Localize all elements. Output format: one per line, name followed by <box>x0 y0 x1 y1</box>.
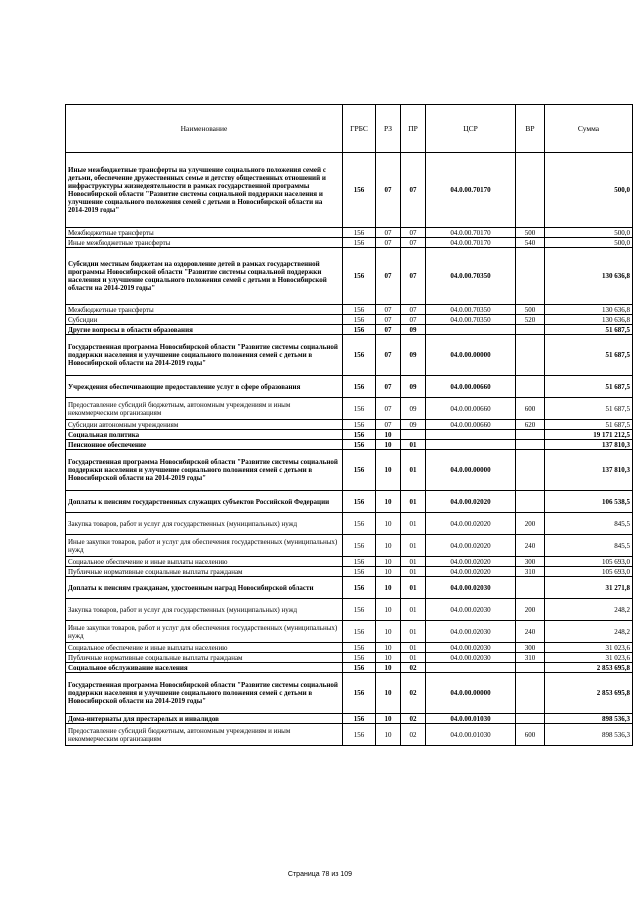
cell-vr: 540 <box>516 238 545 248</box>
cell-rz: 10 <box>376 491 401 513</box>
cell-pr: 01 <box>401 491 426 513</box>
cell-grbs: 156 <box>343 420 376 430</box>
cell-name: Субсидии <box>66 315 343 325</box>
cell-grbs: 156 <box>343 305 376 315</box>
cell-sum: 51 687,5 <box>545 398 633 420</box>
table-row <box>66 557 633 567</box>
cell-sum: 137 810,3 <box>545 440 633 450</box>
cell-vr <box>516 663 545 673</box>
cell-vr <box>516 376 545 398</box>
table-row <box>66 398 633 420</box>
cell-grbs: 156 <box>343 153 376 228</box>
cell-sum: 106 538,5 <box>545 491 633 513</box>
cell-name: Иные закупки товаров, работ и услуг для обеспечения государственных (муниципальных) нужд <box>66 535 343 557</box>
cell-csr: 04.0.00.00000 <box>426 450 516 491</box>
table-row <box>66 714 633 724</box>
cell-rz: 10 <box>376 653 401 663</box>
cell-pr: 07 <box>401 238 426 248</box>
table-body <box>66 153 633 746</box>
cell-vr <box>516 153 545 228</box>
cell-sum: 898 536,3 <box>545 724 633 746</box>
cell-vr <box>516 325 545 335</box>
cell-pr: 09 <box>401 335 426 376</box>
cell-csr: 04.0.00.70350 <box>426 315 516 325</box>
cell-pr: 01 <box>401 599 426 621</box>
cell-csr: 04.0.00.02030 <box>426 577 516 599</box>
cell-rz: 07 <box>376 398 401 420</box>
cell-sum: 105 693,0 <box>545 557 633 567</box>
cell-vr <box>516 673 545 714</box>
header-grbs: ГРБС <box>343 105 376 153</box>
cell-name: Субсидии автономным учреждениям <box>66 420 343 430</box>
cell-sum: 19 171 212,5 <box>545 430 633 440</box>
budget-table <box>65 104 633 746</box>
cell-sum: 898 536,3 <box>545 714 633 724</box>
cell-grbs: 156 <box>343 653 376 663</box>
table-row <box>66 491 633 513</box>
cell-grbs: 156 <box>343 491 376 513</box>
cell-vr: 310 <box>516 653 545 663</box>
cell-name: Доплаты к пенсиям гражданам, удостоенным наград Новосибирской области <box>66 577 343 599</box>
table-row <box>66 420 633 430</box>
cell-pr: 01 <box>401 513 426 535</box>
cell-pr: 01 <box>401 440 426 450</box>
cell-csr: 04.0.00.00660 <box>426 420 516 430</box>
cell-csr: 04.0.00.02020 <box>426 513 516 535</box>
cell-pr: 01 <box>401 557 426 567</box>
cell-vr: 310 <box>516 567 545 577</box>
cell-vr <box>516 450 545 491</box>
cell-vr: 520 <box>516 315 545 325</box>
cell-grbs: 156 <box>343 599 376 621</box>
header-pr: ПР <box>401 105 426 153</box>
table-row <box>66 577 633 599</box>
header-rz: РЗ <box>376 105 401 153</box>
cell-csr: 04.0.00.70170 <box>426 153 516 228</box>
cell-rz: 10 <box>376 440 401 450</box>
cell-sum: 31 271,8 <box>545 577 633 599</box>
cell-pr: 02 <box>401 714 426 724</box>
cell-vr: 600 <box>516 724 545 746</box>
cell-vr: 240 <box>516 621 545 643</box>
cell-sum: 845,5 <box>545 535 633 557</box>
cell-sum: 130 636,8 <box>545 248 633 305</box>
cell-rz: 10 <box>376 450 401 491</box>
cell-rz: 10 <box>376 557 401 567</box>
table-row <box>66 567 633 577</box>
cell-pr: 07 <box>401 248 426 305</box>
cell-grbs: 156 <box>343 535 376 557</box>
table-header-row <box>66 105 633 153</box>
cell-csr: 04.0.00.02020 <box>426 535 516 557</box>
table-row <box>66 663 633 673</box>
cell-sum: 500,0 <box>545 238 633 248</box>
cell-sum: 51 687,5 <box>545 420 633 430</box>
cell-vr: 500 <box>516 228 545 238</box>
cell-grbs: 156 <box>343 376 376 398</box>
cell-rz: 10 <box>376 724 401 746</box>
table-row <box>66 325 633 335</box>
cell-pr: 02 <box>401 663 426 673</box>
cell-csr: 04.0.00.02030 <box>426 653 516 663</box>
cell-pr: 09 <box>401 325 426 335</box>
cell-grbs: 156 <box>343 248 376 305</box>
cell-name: Иные межбюджетные трансферты на улучшение социального положения семей с детьми, обеспечение дружественных семье и детству общественных отношений и инфраструктуры жизнедеятельности в рамках государственной программы Новосибирской области "Развитие системы социальной поддержки населения и улучшение социального положения семей с детьми в Новосибирской области на 2014-2019 годы" <box>66 153 343 228</box>
cell-name: Закупка товаров, работ и услуг для государственных (муниципальных) нужд <box>66 599 343 621</box>
cell-pr: 09 <box>401 420 426 430</box>
cell-csr: 04.0.00.70350 <box>426 305 516 315</box>
cell-vr: 300 <box>516 643 545 653</box>
cell-pr: 01 <box>401 577 426 599</box>
cell-name: Социальное обеспечение и иные выплаты населению <box>66 557 343 567</box>
cell-grbs: 156 <box>343 398 376 420</box>
table-row <box>66 599 633 621</box>
table-row <box>66 643 633 653</box>
cell-name: Учреждения обеспечивающие предоставление услуг в сфере образования <box>66 376 343 398</box>
cell-csr: 04.0.00.00660 <box>426 376 516 398</box>
cell-name: Публичные нормативные социальные выплаты гражданам <box>66 567 343 577</box>
cell-sum: 51 687,5 <box>545 335 633 376</box>
cell-grbs: 156 <box>343 228 376 238</box>
cell-csr: 04.0.00.02020 <box>426 567 516 577</box>
cell-vr <box>516 491 545 513</box>
cell-csr: 04.0.00.70170 <box>426 238 516 248</box>
cell-rz: 10 <box>376 599 401 621</box>
cell-pr: 02 <box>401 724 426 746</box>
cell-rz: 07 <box>376 325 401 335</box>
cell-pr: 07 <box>401 305 426 315</box>
cell-vr: 600 <box>516 398 545 420</box>
table-row <box>66 430 633 440</box>
cell-grbs: 156 <box>343 325 376 335</box>
cell-pr: 01 <box>401 450 426 491</box>
cell-name: Межбюджетные трансферты <box>66 228 343 238</box>
cell-vr <box>516 577 545 599</box>
cell-csr: 04.0.00.00000 <box>426 673 516 714</box>
cell-grbs: 156 <box>343 724 376 746</box>
table-row <box>66 621 633 643</box>
cell-name: Социальное обеспечение и иные выплаты населению <box>66 643 343 653</box>
cell-sum: 500,0 <box>545 228 633 238</box>
cell-vr <box>516 440 545 450</box>
cell-name: Государственная программа Новосибирской области "Развитие системы социальной поддержки населения и улучшение социального положения семей с детьми в Новосибирской области на 2014-2019 годы" <box>66 335 343 376</box>
cell-csr: 04.0.00.00000 <box>426 335 516 376</box>
cell-csr <box>426 325 516 335</box>
cell-vr: 300 <box>516 557 545 567</box>
cell-pr: 01 <box>401 653 426 663</box>
cell-name: Иные межбюджетные трансферты <box>66 238 343 248</box>
cell-csr: 04.0.00.02030 <box>426 621 516 643</box>
cell-rz: 10 <box>376 621 401 643</box>
cell-rz: 07 <box>376 376 401 398</box>
cell-grbs: 156 <box>343 450 376 491</box>
cell-name: Государственная программа Новосибирской области "Развитие системы социальной поддержки населения и улучшение социального положения семей с детьми в Новосибирской области на 2014-2019 годы" <box>66 450 343 491</box>
cell-pr: 02 <box>401 673 426 714</box>
cell-sum: 51 687,5 <box>545 376 633 398</box>
cell-vr: 200 <box>516 513 545 535</box>
cell-csr: 04.0.00.70350 <box>426 248 516 305</box>
cell-rz: 10 <box>376 714 401 724</box>
cell-pr: 01 <box>401 535 426 557</box>
table-row <box>66 376 633 398</box>
cell-name: Другие вопросы в области образования <box>66 325 343 335</box>
cell-rz: 07 <box>376 305 401 315</box>
cell-sum: 845,5 <box>545 513 633 535</box>
cell-name: Публичные нормативные социальные выплаты гражданам <box>66 653 343 663</box>
table-row <box>66 513 633 535</box>
cell-sum: 2 853 695,8 <box>545 663 633 673</box>
cell-pr: 07 <box>401 153 426 228</box>
cell-name: Межбюджетные трансферты <box>66 305 343 315</box>
cell-rz: 07 <box>376 228 401 238</box>
cell-name: Закупка товаров, работ и услуг для государственных (муниципальных) нужд <box>66 513 343 535</box>
cell-csr <box>426 663 516 673</box>
header-sum: Сумма <box>545 105 633 153</box>
cell-grbs: 156 <box>343 238 376 248</box>
cell-sum: 51 687,5 <box>545 325 633 335</box>
cell-name: Предоставление субсидий бюджетным, автономным учреждениям и иным некоммерческим организациям <box>66 724 343 746</box>
cell-csr <box>426 430 516 440</box>
cell-grbs: 156 <box>343 567 376 577</box>
cell-pr: 07 <box>401 315 426 325</box>
table-row <box>66 724 633 746</box>
header-name: Наименование <box>66 105 343 153</box>
cell-vr <box>516 248 545 305</box>
cell-vr <box>516 335 545 376</box>
table-row <box>66 535 633 557</box>
table-row <box>66 440 633 450</box>
table-row <box>66 450 633 491</box>
cell-vr: 240 <box>516 535 545 557</box>
cell-rz: 10 <box>376 577 401 599</box>
cell-rz: 10 <box>376 430 401 440</box>
cell-rz: 07 <box>376 420 401 430</box>
header-vr: ВР <box>516 105 545 153</box>
cell-rz: 10 <box>376 673 401 714</box>
table-row <box>66 335 633 376</box>
cell-pr: 01 <box>401 621 426 643</box>
cell-rz: 10 <box>376 567 401 577</box>
cell-pr: 09 <box>401 398 426 420</box>
cell-vr: 200 <box>516 599 545 621</box>
cell-grbs: 156 <box>343 440 376 450</box>
cell-name: Дома-интернаты для престарелых и инвалидов <box>66 714 343 724</box>
cell-rz: 10 <box>376 535 401 557</box>
header-csr: ЦСР <box>426 105 516 153</box>
cell-csr: 04.0.00.02020 <box>426 491 516 513</box>
cell-csr: 04.0.00.01030 <box>426 724 516 746</box>
cell-pr: 01 <box>401 643 426 653</box>
cell-grbs: 156 <box>343 673 376 714</box>
cell-pr: 01 <box>401 567 426 577</box>
cell-vr: 620 <box>516 420 545 430</box>
cell-sum: 31 023,6 <box>545 653 633 663</box>
table-row <box>66 305 633 315</box>
cell-name: Социальное обслуживание населения <box>66 663 343 673</box>
cell-rz: 07 <box>376 315 401 325</box>
cell-vr: 500 <box>516 305 545 315</box>
cell-grbs: 156 <box>343 577 376 599</box>
cell-rz: 07 <box>376 248 401 305</box>
cell-name: Социальная политика <box>66 430 343 440</box>
cell-rz: 10 <box>376 663 401 673</box>
cell-csr <box>426 440 516 450</box>
cell-vr <box>516 714 545 724</box>
cell-name: Субсидии местным бюджетам на оздоровление детей в рамках государственной программы Новосибирской области "Развитие системы социальной поддержки населения и улучшение социального положения семей с детьми в Новосибирской области на 2014-2019 годы" <box>66 248 343 305</box>
cell-name: Государственная программа Новосибирской области "Развитие системы социальной поддержки населения и улучшение социального положения семей с детьми в Новосибирской области на 2014-2019 годы" <box>66 673 343 714</box>
cell-grbs: 156 <box>343 315 376 325</box>
cell-grbs: 156 <box>343 513 376 535</box>
cell-name: Предоставление субсидий бюджетным, автономным учреждениям и иным некоммерческим организациям <box>66 398 343 420</box>
cell-rz: 07 <box>376 153 401 228</box>
cell-rz: 07 <box>376 238 401 248</box>
cell-sum: 31 023,6 <box>545 643 633 653</box>
cell-rz: 10 <box>376 643 401 653</box>
table-row <box>66 238 633 248</box>
page-number: Страница 78 из 109 <box>287 871 353 878</box>
cell-sum: 130 636,8 <box>545 305 633 315</box>
cell-sum: 248,2 <box>545 599 633 621</box>
cell-name: Доплаты к пенсиям государственных служащих субъектов Российской Федерации <box>66 491 343 513</box>
cell-name: Иные закупки товаров, работ и услуг для обеспечения государственных (муниципальных) нужд <box>66 621 343 643</box>
cell-grbs: 156 <box>343 621 376 643</box>
cell-name: Пенсионное обеспечение <box>66 440 343 450</box>
cell-vr <box>516 430 545 440</box>
cell-grbs: 156 <box>343 714 376 724</box>
cell-csr: 04.0.00.70170 <box>426 228 516 238</box>
table-row <box>66 228 633 238</box>
table-row <box>66 673 633 714</box>
cell-pr: 07 <box>401 228 426 238</box>
cell-csr: 04.0.00.02030 <box>426 643 516 653</box>
table-row <box>66 248 633 305</box>
cell-csr: 04.0.00.02030 <box>426 599 516 621</box>
cell-sum: 137 810,3 <box>545 450 633 491</box>
cell-grbs: 156 <box>343 663 376 673</box>
cell-grbs: 156 <box>343 335 376 376</box>
cell-sum: 500,0 <box>545 153 633 228</box>
cell-grbs: 156 <box>343 557 376 567</box>
cell-csr: 04.0.00.00660 <box>426 398 516 420</box>
cell-pr <box>401 430 426 440</box>
cell-pr: 09 <box>401 376 426 398</box>
cell-sum: 130 636,8 <box>545 315 633 325</box>
table-row <box>66 153 633 228</box>
cell-rz: 07 <box>376 335 401 376</box>
cell-rz: 10 <box>376 513 401 535</box>
cell-sum: 105 693,0 <box>545 567 633 577</box>
table-row <box>66 315 633 325</box>
cell-csr: 04.0.00.01030 <box>426 714 516 724</box>
cell-grbs: 156 <box>343 430 376 440</box>
cell-sum: 248,2 <box>545 621 633 643</box>
cell-grbs: 156 <box>343 643 376 653</box>
cell-sum: 2 853 695,8 <box>545 673 633 714</box>
table-row <box>66 653 633 663</box>
cell-csr: 04.0.00.02020 <box>426 557 516 567</box>
